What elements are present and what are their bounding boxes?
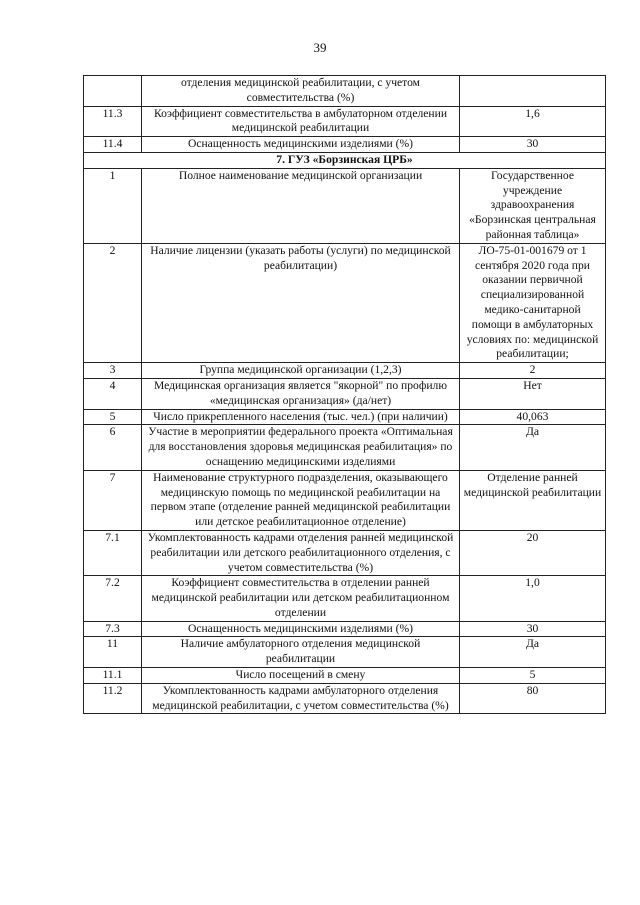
table-row xyxy=(84,409,606,425)
row-number-cell: 11 xyxy=(84,637,142,668)
indicator-value-cell: 1,6 xyxy=(460,106,606,137)
indicator-value-cell: 80 xyxy=(460,683,606,714)
table-row xyxy=(84,530,606,575)
indicator-name-cell: Наличие лицензии (указать работы (услуги) по медицинской реабилитации) xyxy=(142,243,460,362)
indicator-name-cell: Укомплектованность кадрами амбулаторного отделения медицинской реабилитации, с учетом совместительства (%) xyxy=(142,683,460,714)
row-number-cell: 2 xyxy=(84,243,142,362)
indicator-name-cell: Наличие амбулаторного отделения медицинской реабилитации xyxy=(142,637,460,668)
table-row xyxy=(84,470,606,530)
indicator-value-cell: 30 xyxy=(460,621,606,637)
page-number: 39 xyxy=(313,40,327,55)
table-row xyxy=(84,76,606,107)
indicator-name-cell: Число посещений в смену xyxy=(142,668,460,684)
table-row xyxy=(84,621,606,637)
indicator-name-cell: Участие в мероприятии федерального проекта «Оптимальная для восстановления здоровья медицинская реабилитация» по оснащению медицинскими изделиями xyxy=(142,425,460,470)
row-number-cell: 4 xyxy=(84,378,142,409)
table-row xyxy=(84,378,606,409)
row-number-cell: 5 xyxy=(84,409,142,425)
table-row xyxy=(84,576,606,621)
indicator-name-cell: Медицинская организация является "якорной" по профилю «медицинская организация» (да/нет) xyxy=(142,378,460,409)
indicator-value-cell: Государственное учреждение здравоохранения «Борзинская центральная районная таблица» xyxy=(460,168,606,243)
indicator-value-cell: Нет xyxy=(460,378,606,409)
indicator-value-cell: 30 xyxy=(460,137,606,153)
indicator-name-cell: Коэффициент совместительства в амбулаторном отделении медицинской реабилитации xyxy=(142,106,460,137)
row-number-cell: 6 xyxy=(84,425,142,470)
row-number-cell: 11.2 xyxy=(84,683,142,714)
indicator-value-cell: Да xyxy=(460,637,606,668)
indicator-value-cell: 1,0 xyxy=(460,576,606,621)
row-number-cell xyxy=(84,76,142,107)
row-number-cell: 11.4 xyxy=(84,137,142,153)
row-number-cell: 11.3 xyxy=(84,106,142,137)
table-row xyxy=(84,363,606,379)
indicator-name-cell: Коэффициент совместительства в отделении ранней медицинской реабилитации или детском реабилитационном отделении xyxy=(142,576,460,621)
row-number-cell: 7.2 xyxy=(84,576,142,621)
table-row xyxy=(84,168,606,243)
indicator-value-cell xyxy=(460,76,606,107)
table-row xyxy=(84,243,606,362)
table-row xyxy=(84,106,606,137)
table-row xyxy=(84,668,606,684)
section-title: 7. ГУЗ «Борзинская ЦРБ» xyxy=(84,152,606,168)
row-number-cell: 1 xyxy=(84,168,142,243)
indicator-name-cell: отделения медицинской реабилитации, с учетом совместительства (%) xyxy=(142,76,460,107)
indicator-name-cell: Оснащенность медицинскими изделиями (%) xyxy=(142,621,460,637)
row-number-cell: 7.1 xyxy=(84,530,142,575)
section-header-row xyxy=(84,152,606,168)
row-number-cell: 7 xyxy=(84,470,142,530)
indicator-name-cell: Полное наименование медицинской организации xyxy=(142,168,460,243)
table-row xyxy=(84,683,606,714)
indicator-value-cell: 5 xyxy=(460,668,606,684)
indicator-name-cell: Наименование структурного подразделения, оказывающего медицинскую помощь по медицинской реабилитации на первом этапе (отделение ранней медицинской реабилитации или детское реабилитационное отделение) xyxy=(142,470,460,530)
table-row xyxy=(84,137,606,153)
indicator-value-cell: Да xyxy=(460,425,606,470)
row-number-cell: 7.3 xyxy=(84,621,142,637)
rehabilitation-table xyxy=(83,75,606,714)
table-row xyxy=(84,637,606,668)
indicator-value-cell: ЛО-75-01-001679 от 1 сентября 2020 года при оказании первичной специализированной медико-санитарной помощи в амбулаторных условиях по: медицинской реабилитации; xyxy=(460,243,606,362)
indicator-value-cell: 40,063 xyxy=(460,409,606,425)
indicator-name-cell: Число прикрепленного населения (тыс. чел.) (при наличии) xyxy=(142,409,460,425)
indicator-value-cell: 20 xyxy=(460,530,606,575)
table-row xyxy=(84,425,606,470)
indicator-name-cell: Укомплектованность кадрами отделения ранней медицинской реабилитации или детского реабилитационного отделения, с учетом совместительства (%) xyxy=(142,530,460,575)
row-number-cell: 11.1 xyxy=(84,668,142,684)
row-number-cell: 3 xyxy=(84,363,142,379)
indicator-name-cell: Группа медицинской организации (1,2,3) xyxy=(142,363,460,379)
indicator-value-cell: 2 xyxy=(460,363,606,379)
indicator-value-cell: Отделение ранней медицинской реабилитации xyxy=(460,470,606,530)
indicator-name-cell: Оснащенность медицинскими изделиями (%) xyxy=(142,137,460,153)
